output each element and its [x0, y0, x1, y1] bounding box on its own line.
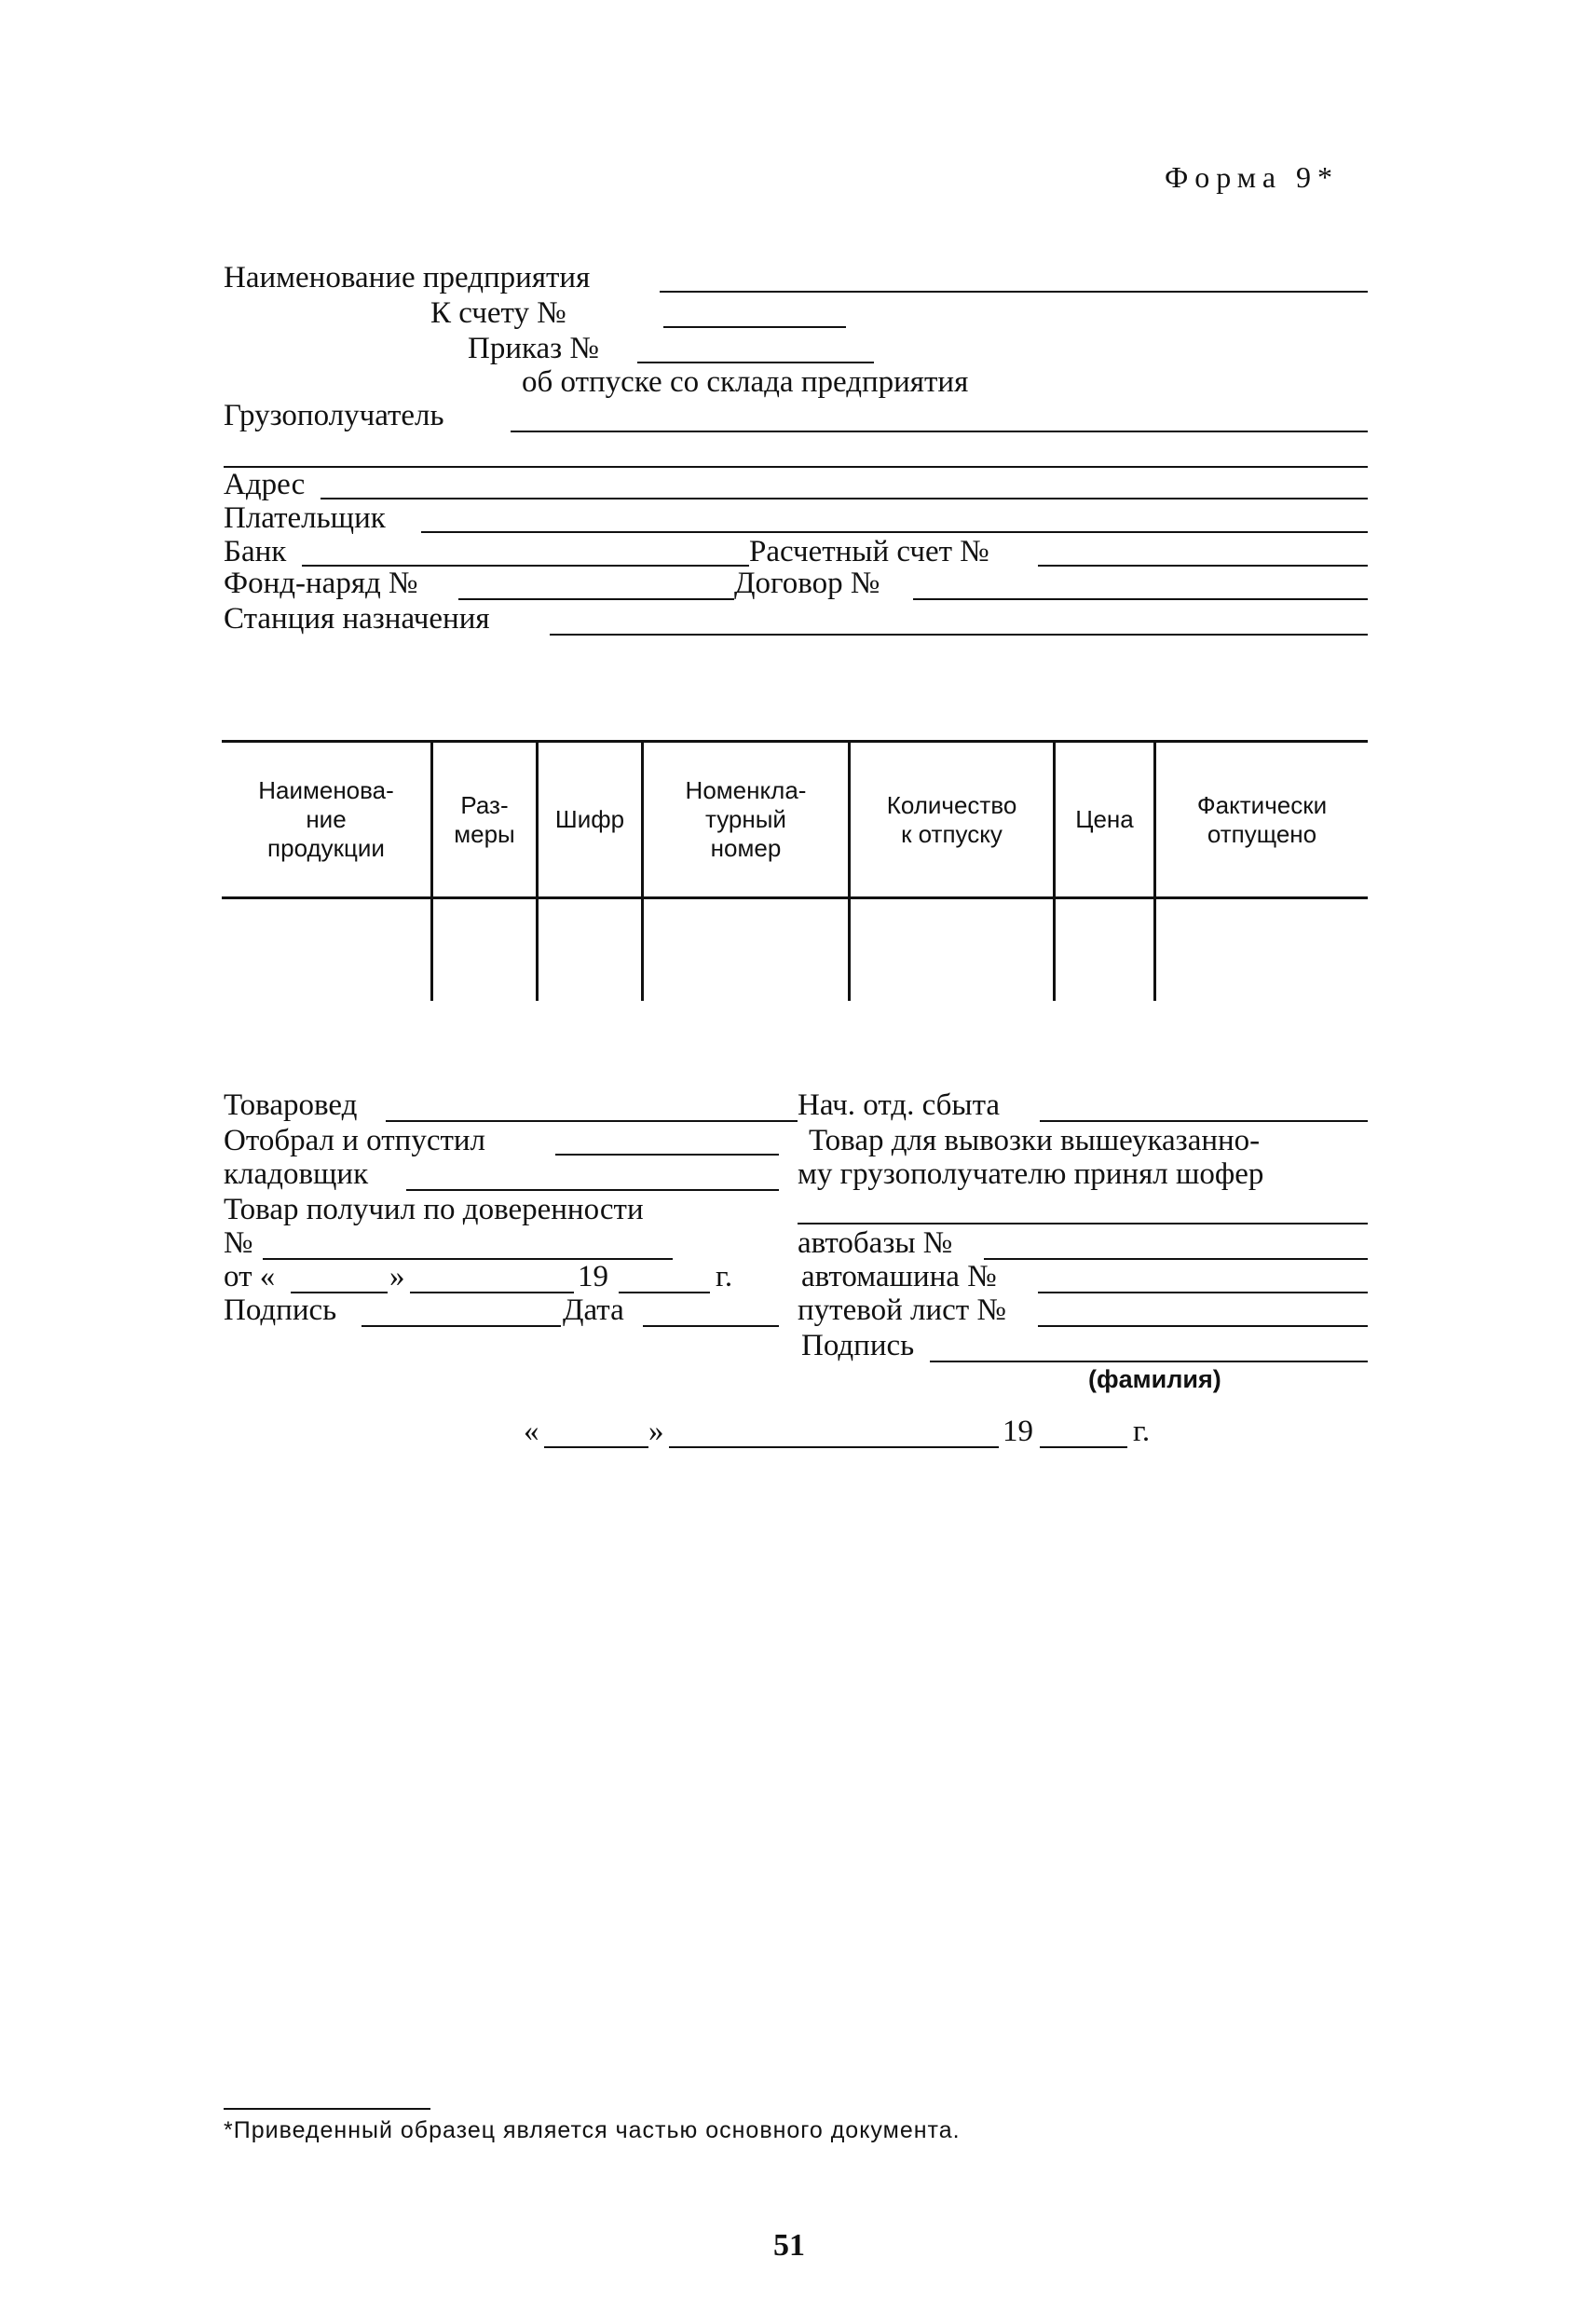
column-header-product-name: Наименова- ние продукции: [258, 776, 394, 862]
column-header-sizes: Раз- меры: [454, 790, 515, 848]
signature-label: Подпись: [224, 1293, 337, 1327]
vehicle-line[interactable]: [1038, 1292, 1368, 1293]
column-header-price: Цена: [1075, 805, 1134, 833]
column-header-nomenclature-number: Номенкла- турный номер: [685, 776, 807, 862]
contract-line[interactable]: [913, 598, 1368, 600]
motor-depot-label: автобазы №: [798, 1226, 953, 1260]
destination-station-line[interactable]: [550, 634, 1368, 636]
bottom-year-prefix: 19: [1003, 1415, 1033, 1448]
waybill-line[interactable]: [1038, 1325, 1368, 1327]
page-number: 51: [773, 2228, 805, 2263]
bottom-quote-close: »: [648, 1415, 664, 1448]
fund-order-label: Фонд-наряд №: [224, 567, 418, 600]
address-label: Адрес: [224, 468, 306, 501]
proxy-number-line[interactable]: [263, 1258, 673, 1260]
bottom-month-line[interactable]: [669, 1446, 999, 1448]
merchandiser-label: Товаровед: [224, 1088, 358, 1122]
surname-caption: (фамилия): [1088, 1365, 1221, 1393]
received-by-proxy-label: Товар получил по доверенности: [224, 1193, 644, 1226]
bottom-day-line[interactable]: [544, 1446, 648, 1448]
enterprise-name-label: Наименование предприятия: [224, 261, 591, 294]
bottom-year-line[interactable]: [1040, 1446, 1127, 1448]
consignee-line[interactable]: [511, 431, 1368, 432]
fund-order-line[interactable]: [458, 598, 734, 600]
from-year-line[interactable]: [619, 1292, 710, 1293]
signature-2-label: Подпись: [801, 1329, 915, 1362]
from-label: от «: [224, 1260, 276, 1293]
selected-issued-line[interactable]: [555, 1154, 779, 1156]
goods-transport-line-2: му грузополучателю принял шофер: [798, 1157, 1264, 1191]
form-title: Форма 9*: [1165, 160, 1340, 194]
motor-depot-line[interactable]: [984, 1258, 1368, 1260]
from-year-suffix: г.: [716, 1260, 733, 1293]
bottom-quote-open: «: [524, 1415, 539, 1448]
payer-label: Плательщик: [224, 501, 386, 535]
order-no-label: Приказ №: [468, 332, 599, 365]
column-header-actually-issued: Фактически отпущено: [1196, 790, 1328, 848]
from-year-prefix: 19: [578, 1260, 608, 1293]
date-line[interactable]: [643, 1325, 779, 1327]
storekeeper-label: кладовщик: [224, 1157, 369, 1191]
column-header-code: Шифр: [554, 805, 625, 833]
goods-transport-line-1: Товар для вывозки вышеуказанно-: [809, 1124, 1261, 1157]
table-header-rule: [222, 896, 1368, 899]
address-line[interactable]: [321, 498, 1368, 499]
column-header-quantity-to-issue: Количество к отпуску: [886, 790, 1017, 848]
selected-issued-label: Отобрал и отпустил: [224, 1124, 486, 1157]
vehicle-label: автомашина №: [801, 1260, 997, 1293]
consignee-line-2[interactable]: [224, 466, 1368, 468]
bottom-year-suffix: г.: [1133, 1415, 1151, 1448]
sales-head-label: Нач. отд. сбыта: [798, 1088, 1001, 1122]
signature-line[interactable]: [361, 1325, 561, 1327]
footnote-rule: [224, 2108, 430, 2110]
contract-label: Договор №: [734, 567, 880, 600]
invoice-no-line[interactable]: [663, 326, 846, 328]
proxy-number-label: №: [224, 1226, 253, 1260]
settlement-account-line[interactable]: [1038, 565, 1368, 567]
settlement-account-label: Расчетный счет №: [749, 535, 989, 568]
date-label: Дата: [563, 1293, 624, 1327]
waybill-label: путевой лист №: [798, 1293, 1006, 1327]
from-month-line[interactable]: [410, 1292, 574, 1293]
enterprise-name-line[interactable]: [660, 291, 1368, 293]
footnote: *Приведенный образец является частью основного документа.: [224, 2117, 961, 2143]
order-subtitle: об отпуске со склада предприятия: [522, 365, 969, 399]
consignee-label: Грузополучатель: [224, 399, 444, 432]
destination-station-label: Станция назначения: [224, 602, 490, 636]
bank-label: Банк: [224, 535, 287, 568]
invoice-no-label: К счету №: [430, 296, 566, 330]
from-quote-close: »: [389, 1260, 405, 1293]
